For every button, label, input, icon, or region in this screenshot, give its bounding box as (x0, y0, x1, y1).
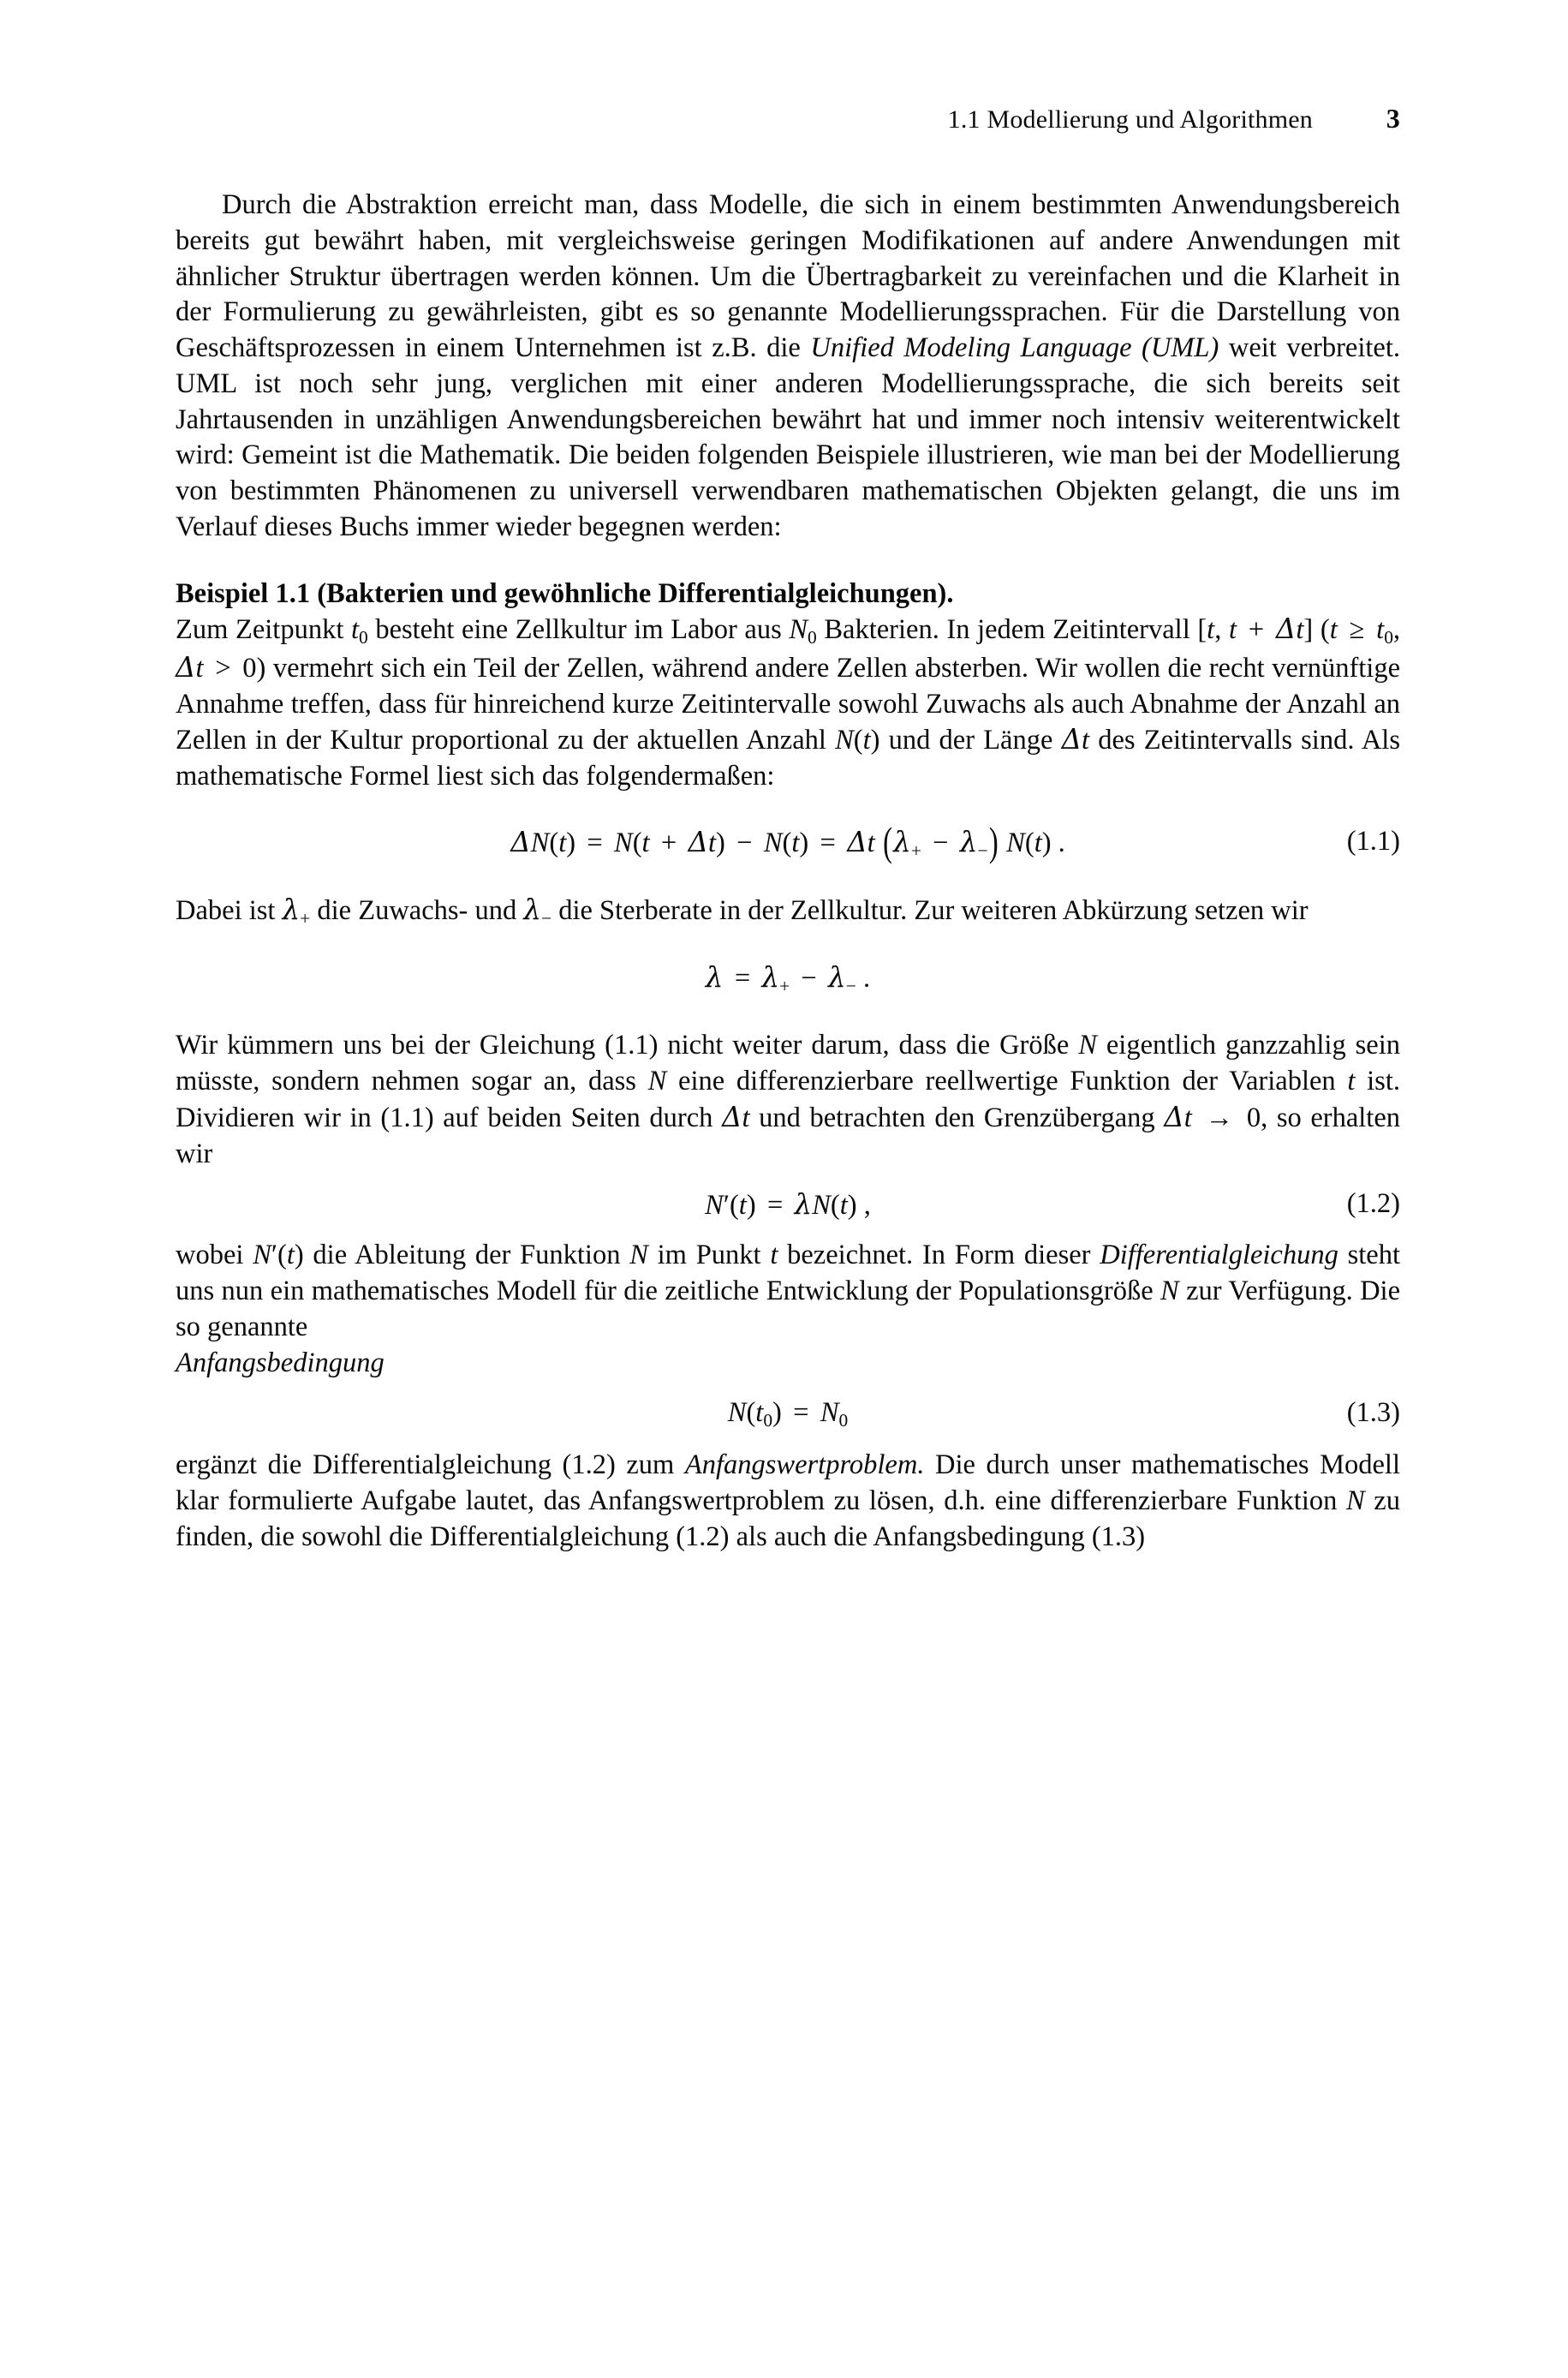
symbol-N0: $N_0$ (789, 614, 817, 648)
equation-lambda (176, 961, 1400, 997)
para-bakterien-a: Zum Zeitpunkt (176, 614, 351, 646)
symbol-N-5: N (1345, 1485, 1365, 1517)
symbol-N-3: N (629, 1240, 648, 1271)
equation-1-1 (176, 820, 1400, 865)
paragraph-raten (176, 893, 1400, 931)
para-awp-a: ergänzt die Differentialgleichung (1.2) zum (176, 1449, 685, 1481)
term-anfangsbedingung: Anfangsbedingung (176, 1347, 385, 1378)
example-heading-text: Beispiel 1.1 (Bakterien und gewöhnliche Differentialgleichungen). (176, 577, 954, 609)
paragraph-anfangswertproblem (176, 1448, 1400, 1555)
equation-1-3-body: $N(t_0) = N_0$ (727, 1397, 849, 1431)
paragraph-abstraktion (176, 188, 1400, 546)
term-differentialgleichung: Differentialgleichung (1100, 1240, 1338, 1271)
paragraph-abstraktion-text-b: weit verbreitet. UML ist noch sehr jung, verglichen mit einer anderen Modellierungssprache, die sich bereits seit Jahrtausenden in unzähligen Anwendungsbereichen bewährt hat und immer noch intensiv weiterentwickelt wird: Gemeint ist die Mathematik. Die beiden folgenden Beispiele illustrieren, wie man bei der Modellierung von bestimmten Phänomenen zu universell verwendbaren mathematischen Objekten gelangt, die uns im Verlauf dieses Buchs immer wieder begegnen werden: (176, 332, 1400, 542)
example-heading (176, 577, 1400, 612)
para-abl-e: steht uns nun ein mathematisches Modell für die zeitliche Entwicklung der Populationsgröße (176, 1240, 1400, 1307)
para-raten-a: Dabei ist (176, 894, 283, 926)
para-raten-b: die Zuwachs- und (310, 894, 524, 926)
para-bakterien-b: besteht eine Zellkultur im Labor aus (367, 614, 790, 646)
equation-1-2-body: N′(t) = λN(t) , (705, 1188, 871, 1222)
para-awp-c: zu finden, die sowohl die Differentialgleichung (1.2) als auch die Anfangsbedingung (1.3) (176, 1485, 1400, 1552)
symbol-condition: ($t \ge t_0$, Δt > 0) (176, 614, 1401, 684)
symbol-lambda-plus: $\lambda_+$ (282, 893, 311, 929)
paragraph-grenzuebergang (176, 1028, 1400, 1172)
symbol-N-2: N (647, 1066, 667, 1097)
symbol-lambda-minus: $\lambda_-$ (523, 893, 552, 929)
equation-1-1-number: (1.1) (1346, 825, 1400, 857)
symbol-t-2: t (770, 1240, 778, 1271)
para-bakterien-d: vermehrt sich ein Teil der Zellen, während andere Zellen absterben. Wir wollen die recht vernünftige Annahme treffen, dass für hinreichend kurze Zeitintervalle sowohl Zuwachs als auch Abnahme der Anzahl an Zellen in der Kultur proportional zu der aktuellen Anzahl (176, 652, 1400, 756)
symbol-t-1: t (1347, 1066, 1356, 1097)
para-abl-b: die Ableitung der Funktion (303, 1240, 630, 1271)
para-bakterien-e: und der Länge (879, 725, 1062, 756)
para-abl-c: im Punkt (647, 1240, 771, 1271)
symbol-N-1: N (1078, 1030, 1097, 1061)
symbol-t0: $t_0$ (350, 614, 368, 648)
para-grenz-d: ist. Dividieren wir in (1.1) auf beiden Seiten durch (176, 1066, 1400, 1133)
para-grenz-c: eine differenzierbare reellwertige Funktion der Variablen (666, 1066, 1348, 1097)
para-abl-a: wobei (176, 1240, 253, 1271)
paragraph-abstraktion-text-a: Durch die Abstraktion erreicht man, dass Modelle, die sich in einem bestimmten Anwendungsbereich bereits gut bewährt haben, mit vergleichsweise geringen Modifikationen auf andere Anwendungen mit ähnlicher Struktur übertragen werden können. Um die Übertragbarkeit zu vereinfachen und die Klarheit in der Formulierung zu gewährleisten, gibt es so genannte Modellierungssprachen. Für die Darstellung von Geschäftsprozessen in einem Unternehmen ist z.B. die (176, 189, 1400, 363)
para-grenz-a: Wir kümmern uns bei der Gleichung (1.1) nicht weiter darum, dass die Größe (176, 1030, 1079, 1061)
equation-1-2-number: (1.2) (1346, 1188, 1400, 1220)
symbol-interval: [t, t + Δt] (1197, 612, 1314, 646)
symbol-N-prime: N′(t) (253, 1240, 304, 1271)
symbol-limit: Δt → 0 (1164, 1100, 1261, 1133)
para-grenz-f: , so erhalten wir (176, 1102, 1401, 1169)
symbol-delta-t: Δt (1061, 723, 1090, 756)
para-grenz-e: und betrachten den Grenzübergang (749, 1102, 1165, 1133)
symbol-N-4: N (1160, 1276, 1179, 1307)
para-raten-c: die Sterberate in der Zellkultur. Zur weiteren Abkürzung setzen wir (551, 894, 1309, 926)
paragraph-bakterien: Zum Zeitpunkt $t_0$ besteht eine Zellkultur im Labor aus $N_0$ Bakterien. In jedem Zeitintervall [t, t + Δt] ($t \ge t_0$, Δt > 0) vermehrt sich ein Teil der Zellen, während andere Zellen absterben. Wir wollen die recht vernünftige Annahme treffen, dass für hinreichend kurze Zeitintervalle sowohl Zuwachs als auch Abnahme der Anzahl an Zellen in der Kultur proportional zu der aktuellen Anzahl N(t) und der Länge Δt des Zeitintervalls sind. Als mathematische Formel liest sich das folgendermaßen: (176, 612, 1401, 792)
running-head-title: 1.1 Modellierung und Algorithmen (947, 105, 1313, 134)
page-content (176, 103, 1400, 1556)
running-head (176, 103, 1400, 134)
para-abl-f: zur Verfügung. Die so genannte (176, 1276, 1401, 1342)
term-uml: Unified Modeling Language (UML) (810, 332, 1219, 363)
paragraph-ableitung (176, 1238, 1400, 1381)
para-bakterien-f: des Zeitintervalls sind. Als mathematische Formel liest sich das folgendermaßen: (176, 725, 1400, 792)
page-number: 3 (1386, 103, 1400, 134)
term-anfangswertproblem: Anfangswertproblem. (684, 1449, 925, 1481)
equation-lambda-body: $\lambda = \lambda_+ - \lambda_-$ . (705, 961, 871, 997)
symbol-delta-t-2: Δt (722, 1100, 750, 1133)
equation-1-2 (176, 1188, 1400, 1222)
para-bakterien-c: Bakterien. In jedem Zeitintervall (816, 614, 1198, 646)
para-abl-d: bezeichnet. In Form dieser (778, 1240, 1100, 1271)
equation-1-3 (176, 1397, 1400, 1431)
para-awp-b: Die durch unser mathematisches Modell klar formulierte Aufgabe lautet, das Anfangswertproblem zu lösen, d.h. eine differenzierbare Funktion (176, 1449, 1400, 1517)
equation-1-3-number: (1.3) (1346, 1397, 1400, 1429)
para-grenz-b: eigentlich ganzzahlig sein müsste, sondern nehmen sogar an, dass (176, 1030, 1400, 1097)
symbol-Nt: N (835, 725, 854, 756)
equation-1-1-body: ΔN(t) = N(t + Δt) − N(t) = Δt $(\lambda_+ - \lambda_-)$ N(t) . (510, 820, 1065, 865)
